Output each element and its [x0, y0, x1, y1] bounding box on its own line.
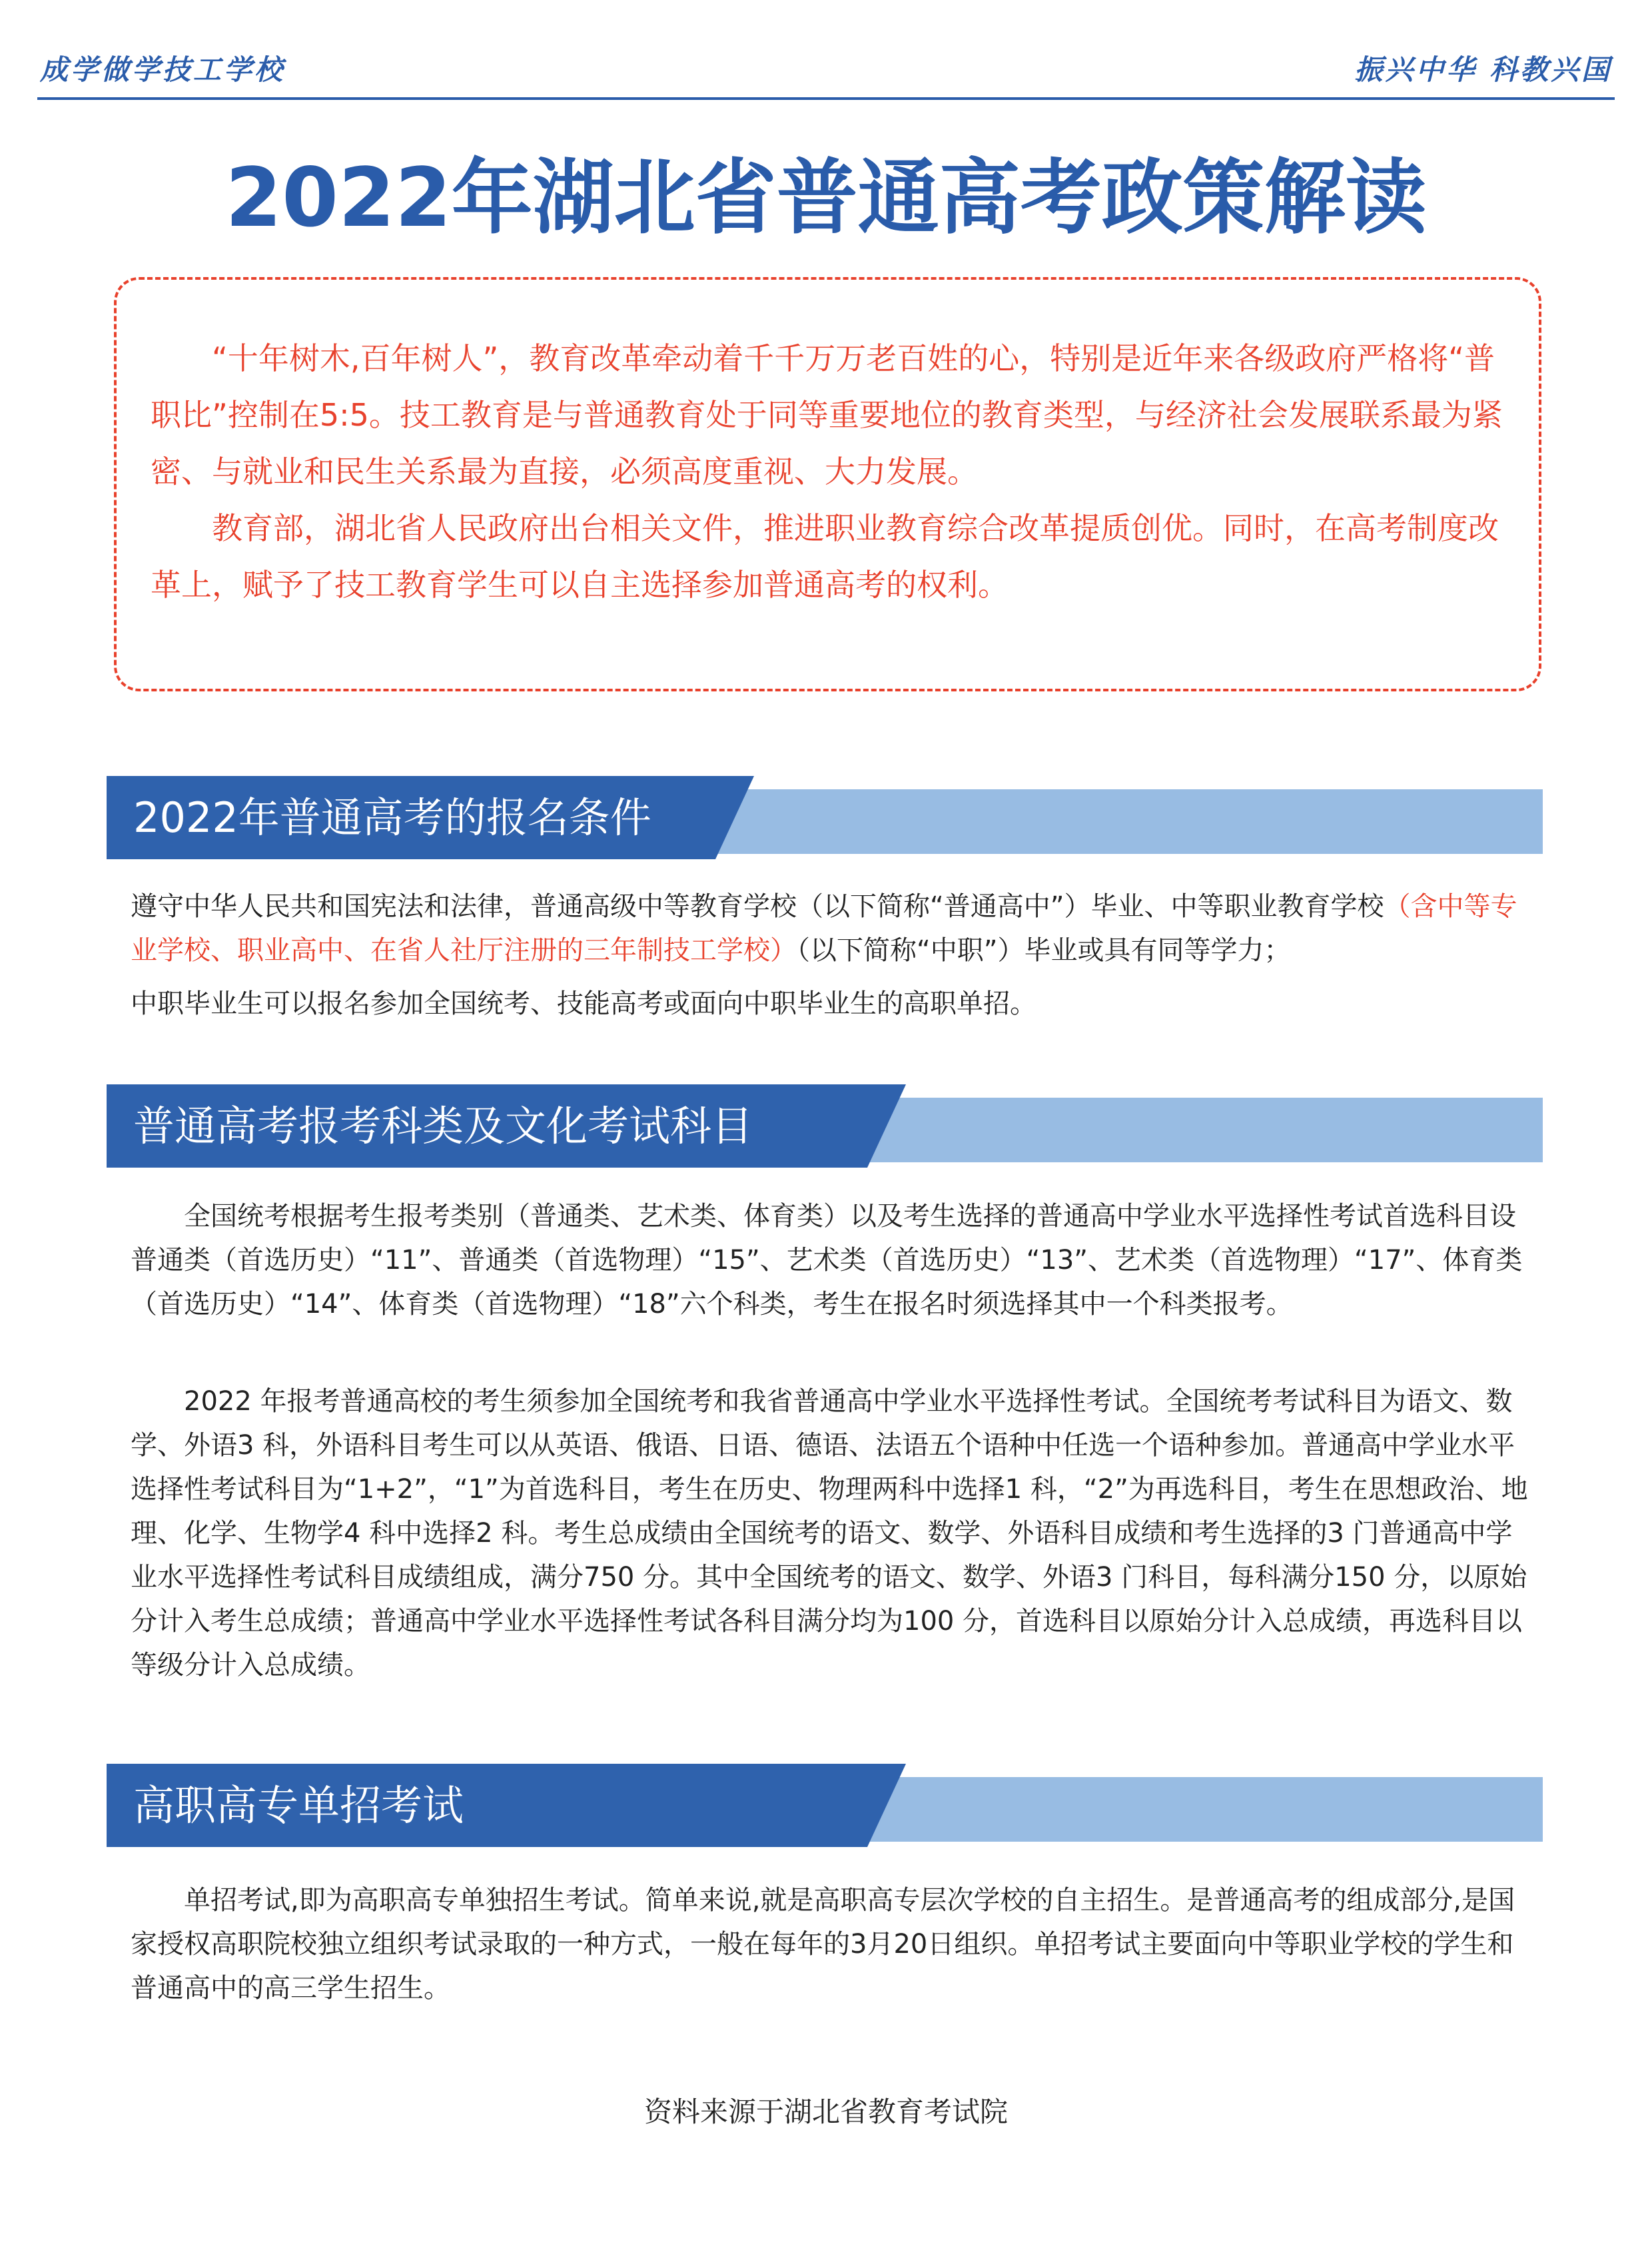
section-body-registration — [131, 885, 1529, 1026]
registration-text-a: 遵守中华人民共和国宪法和法律，普通高级中等教育学校（以下简称“普通高中”）毕业、中等职业教育学校 — [131, 891, 1384, 922]
intro-paragraph-2: 教育部，湖北省人民政府出台相关文件，推进职业教育综合改革提质创优。同时，在高考制度改革上，赋予了技工教育学生可以自主选择参加普通高考的权利。 — [151, 510, 1499, 603]
registration-text-highlight: （含中等专业学校、职业高中、在省人社厅注册的三年制技工学校） — [131, 891, 1517, 966]
section-heading-label: 2022年普通高考的报名条件 — [133, 793, 651, 842]
section-heading-label: 高职高专单招考试 — [133, 1781, 464, 1830]
section-heading-subjects — [107, 1084, 1543, 1149]
header-right-slogan: 振兴中华 科教兴国 — [1354, 53, 1612, 86]
source-note: 资料来源于湖北省教育考试院 — [643, 2095, 1008, 2128]
registration-paragraph-2: 中职毕业生可以报名参加全国统考、技能高考或面向中职毕业生的高职单招。 — [131, 988, 1036, 1019]
page-title: 2022年湖北省普通高考政策解读 — [225, 151, 1427, 245]
section-body-single-admission — [131, 1878, 1529, 2010]
section-heading-registration — [107, 776, 1543, 841]
header-divider — [37, 97, 1615, 100]
subjects-paragraph-1: 全国统考根据考生报考类别（普通类、艺术类、体育类）以及考生选择的普通高中学业水平选择性考试首选科目设普通类（首选历史）“11”、普通类（首选物理）“15”、艺术类（首选历史）“13”、艺术类（首选物理）“17”、体育类（首选历史）“14”、体育类（首选物理）“18”六个科类，考生在报名时须选择其中一个科类报考。 — [131, 1201, 1523, 1319]
section-heading-label: 普通高考报考科类及文化考试科目 — [133, 1102, 753, 1150]
registration-paragraph-1 — [131, 885, 1529, 972]
single-admission-paragraph: 单招考试,即为高职高专单独招生考试。简单来说,就是高职高专层次学校的自主招生。是普通高考的组成部分,是国家授权高职院校独立组织考试录取的一种方式，一般在每年的3月20日组织。单招考试主要面向中等职业学校的学生和普通高中的高三学生招生。 — [131, 1885, 1515, 2004]
registration-text-b: （以下简称“中职”）毕业或具有同等学力； — [797, 935, 1291, 966]
intro-text — [151, 330, 1523, 613]
intro-paragraph-1: “十年树木,百年树人”，教育改革牵动着千千万万老百姓的心，特别是近年来各级政府严格将“普职比”控制在5:5。技工教育是与普通教育处于同等重要地位的教育类型，与经济社会发展联系最为紧密、与就业和民生关系最为直接，必须高度重视、大力发展。 — [151, 340, 1503, 490]
section-body-subjects — [131, 1194, 1529, 1687]
subjects-paragraph-2: 2022 年报考普通高校的考生须参加全国统考和我省普通高中学业水平选择性考试。全国统考考试科目为语文、数学、外语3 科，外语科目考生可以从英语、俄语、日语、德语、法语五个语种中任选一个语种参加。普通高中学业水平选择性考试科目为“1+2”，“1”为首选科目，考生在历史、物理两科中选择1 科，“2”为再选科目，考生在思想政治、地理、化学、生物学4 科中选择2 科。考生总成绩由全国统考的语文、数学、外语科目成绩和考生选择的3 门普通高中学业水平选择性考试科目成绩组成，满分750 分。其中全国统考的语文、数学、外语3 门科目，每科满分150 分，以原始分计入考生总成绩；普通高中学业水平选择性考试各科目满分均为100 分，首选科目以原始分计入总成绩，再选科目以等级分计入总成绩。 — [131, 1386, 1528, 1681]
section-heading-single-admission — [107, 1764, 1543, 1828]
header-left-slogan: 成学做学技工学校 — [40, 53, 286, 86]
